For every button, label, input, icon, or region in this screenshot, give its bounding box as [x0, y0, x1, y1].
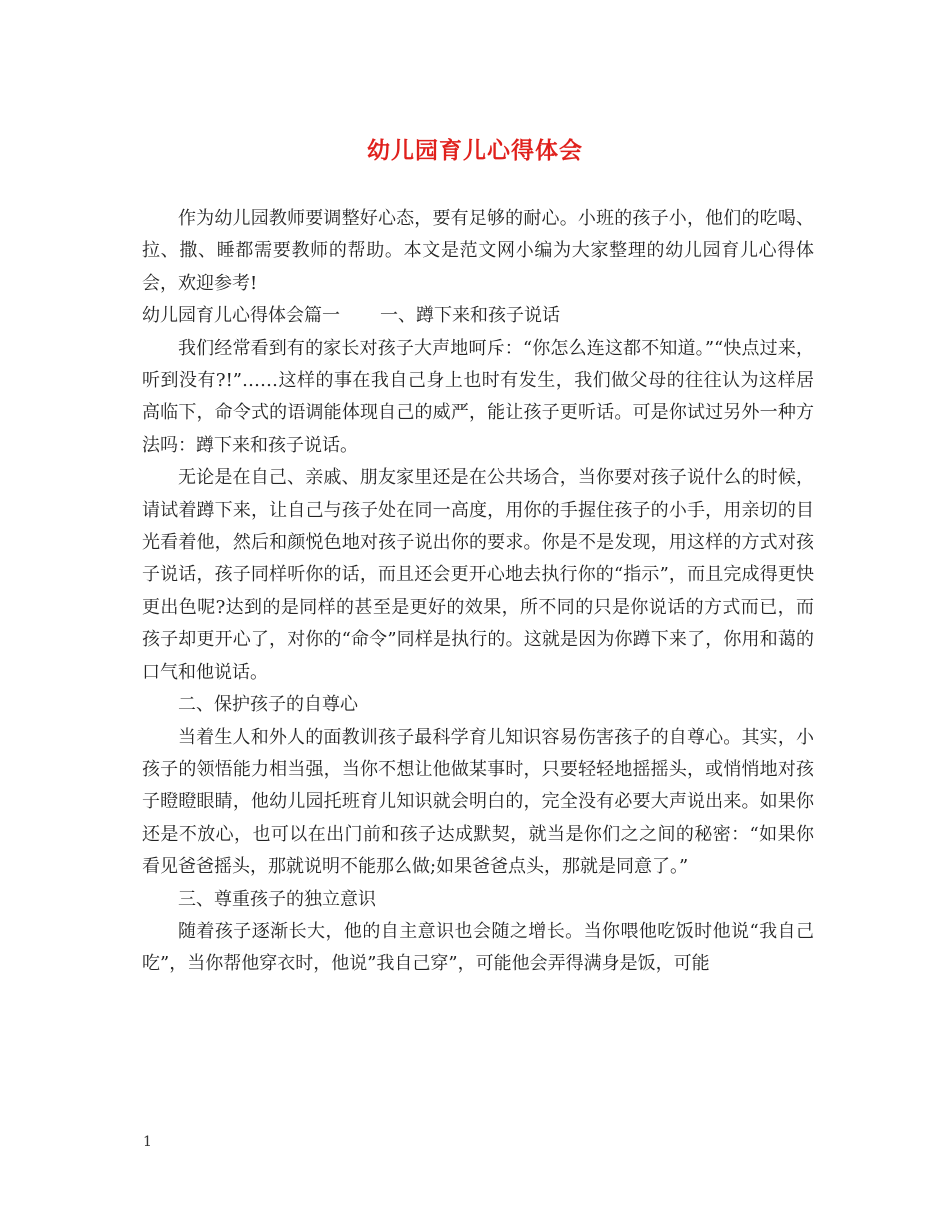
intro-paragraph: 作为幼儿园教师要调整好心态，要有足够的耐心。小班的孩子小，他们的吃喝、拉、撒、睡都需要教师的帮助。本文是范文网小编为大家整理的幼儿园育儿心得体会，欢迎参考!: [142, 208, 814, 294]
body-paragraph-4: 随着孩子逐渐长大，他的自主意识也会随之增长。当你喂他吃饭时他说“我自己吃”，当你帮他穿衣时，他说”我自己穿”，可能他会弄得满身是饭，可能: [142, 920, 814, 975]
section-heading-line: [142, 300, 814, 332]
body-paragraph-2: 无论是在自己、亲戚、朋友家里还是在公共场合，当你要对孩子说什么的时候，请试着蹲下来，让自己与孩子处在同一高度，用你的手握住孩子的小手，用亲切的目光看着他，然后和颜悦色地对孩子说出你的要求。你是不是发现，用这样的方式对孩子说话，孩子同样听你的话，而且还会更开心地去执行你的“指示”，而且完成得更快更出色呢?达到的是同样的甚至是更好的效果，所不同的只是你说话的方式而已，而孩子却更开心了，对你的“命令”同样是执行的。这就是因为你蹲下来了，你用和蔼的口气和他说话。: [142, 467, 814, 683]
heading-3: 三、尊重孩子的独立意识: [178, 888, 376, 910]
section-label: 幼儿园育儿心得体会篇一: [142, 305, 340, 327]
page-title: 幼儿园育儿心得体会: [367, 137, 583, 164]
heading-1: 一、蹲下来和孩子说话: [380, 305, 560, 327]
heading-2: 二、保护孩子的自尊心: [178, 694, 358, 716]
body-paragraph-3: 当着生人和外人的面教训孩子最科学育儿知识容易伤害孩子的自尊心。其实，小孩子的领悟能力相当强，当你不想让他做某事时，只要轻轻地摇摇头，或悄悄地对孩子瞪瞪眼睛，他幼儿园托班育儿知识就会明白的，完全没有必要大声说出来。如果你还是不放心，也可以在出门前和孩子达成默契，就当是你们之之间的秘密：“如果你看见爸爸摇头，那就说明不能那么做;如果爸爸点头，那就是同意了。”: [142, 726, 814, 878]
body-paragraph-1: 我们经常看到有的家长对孩子大声地呵斥：“你怎么连这都不知道。”“快点过来，听到没有?!”……这样的事在我自己身上也时有发生，我们做父母的往往认为这样居高临下，命令式的语调能体现自己的威严，能让孩子更听话。可是你试过另外一种方法吗：蹲下来和孩子说话。: [142, 337, 814, 456]
document-body: [142, 203, 814, 981]
page-number: 1: [143, 1134, 152, 1150]
